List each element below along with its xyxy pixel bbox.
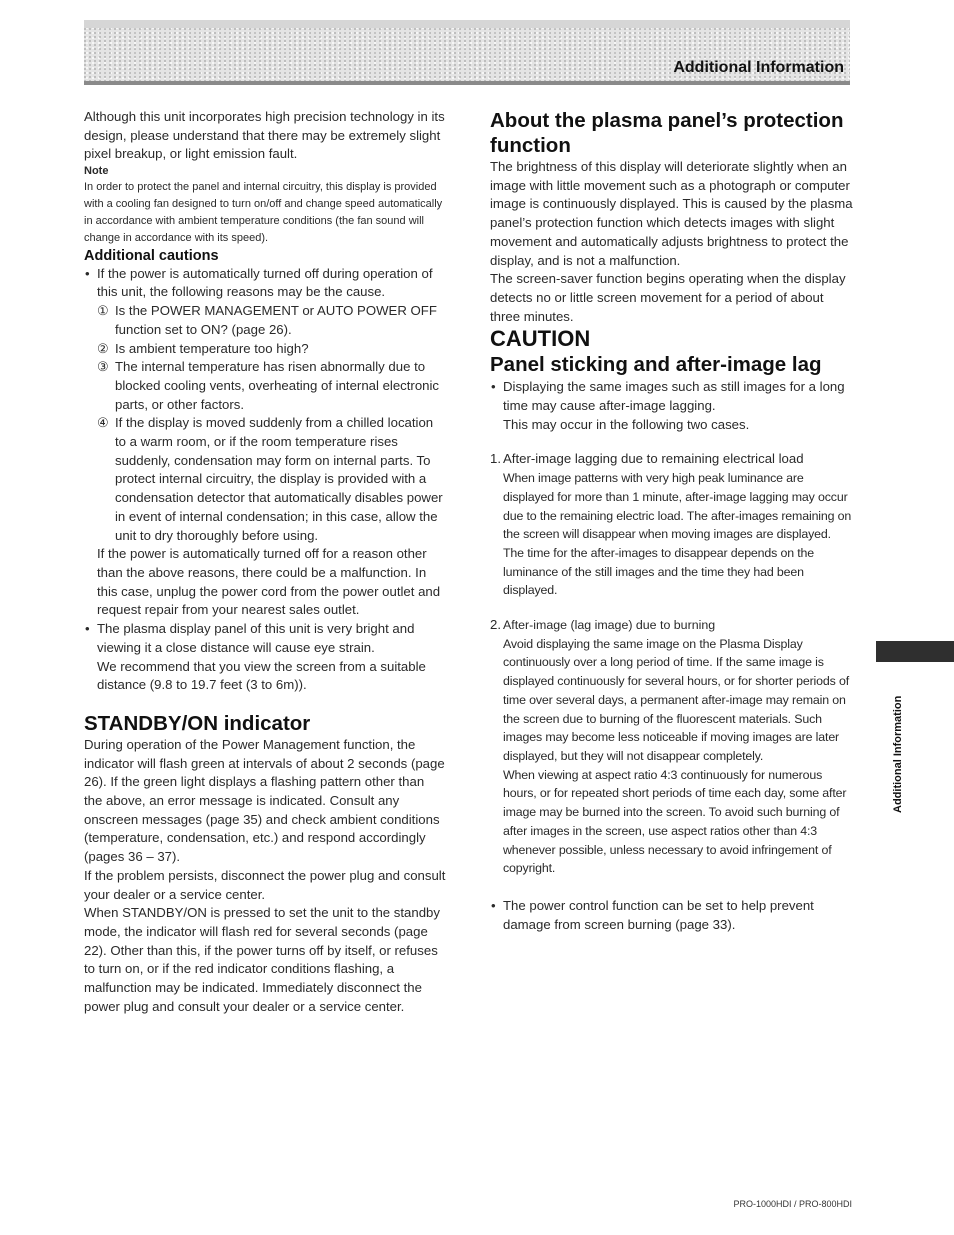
header-band	[84, 20, 850, 85]
protection-paragraph: The screen-saver function begins operating when the display detects no or little screen movement for a period of about three minutes.	[490, 271, 846, 324]
footer-model-number: PRO-1000HDI / PRO-800HDI	[733, 1199, 852, 1209]
reason-text: Is the POWER MANAGEMENT or AUTO POWER OFF function set to ON? (page 26).	[115, 303, 437, 337]
caution-bullet-power-off: • If the power is automatically turned off during operation of this unit, the following reasons may be the cause.	[84, 265, 446, 302]
case-1-marker: 1.	[490, 451, 501, 467]
caution-subheading: Panel sticking and after-image lag	[490, 353, 822, 377]
additional-cautions-heading: Additional cautions	[84, 247, 219, 264]
side-tab-marker	[876, 641, 954, 662]
header-top-rule	[84, 20, 850, 28]
case-1-title-text: After-image lagging due to remaining electrical load	[503, 451, 804, 467]
reason-text: The internal temperature has risen abnormally due to blocked cooling vents, overheating of internal electronic parts, or other factors.	[115, 359, 440, 412]
standby-paragraph: When STANDBY/ON is pressed to set the unit to the standby mode, the indicator will flash red for several seconds (page 22). Other than this, if the power turns off by itself, or refuses to turn on, or if the red indicator conditions flashing, a malfunction may be indicated. Immediately disconnect the power plug and consult your dealer or a service center.	[84, 905, 440, 1014]
caution-bullet-eye-strain: • The plasma display panel of this unit is very bright and viewing it a close distance will cause eye strain.	[84, 620, 446, 657]
standby-heading: STANDBY/ON indicator	[84, 711, 311, 735]
caution-bullet: • Displaying the same images such as still images for a long time may cause after-image lagging.	[490, 378, 854, 415]
section-title: Additional Information	[673, 59, 844, 76]
reason-item	[84, 358, 446, 414]
standby-paragraph: During operation of the Power Management function, the indicator will flash green at intervals of about 2 seconds (page 26). If the green light displays a flashing pattern other than the above, an error message is indicated. Consult any onscreen messages (page 35) and check ambient conditions (temperature, condensation, etc.) and respond accordingly (pages 36 – 37).	[84, 736, 445, 865]
header-bottom-rule	[84, 81, 850, 85]
reason-marker: ②	[97, 340, 109, 356]
case-1-title	[490, 450, 854, 469]
viewing-distance-text: We recommend that you view the screen from a suitable distance (9.8 to 19.7 feet (3 to 6m)).	[97, 658, 426, 693]
power-control-bullet: • The power control function can be set to help prevent damage from screen burning (page 33).	[490, 897, 854, 934]
left-column	[84, 108, 446, 1016]
case-1-body: When image patterns with very high peak luminance are displayed for more than 1 minute, after-image lagging may occur due to the remaining electric load. The after-images remaining on the screen will disappear when moving images are displayed. The time for the after-images to disappear depends on the luminance of the still images and the time they had been displayed.	[503, 471, 852, 598]
protection-heading: About the plasma panel’s protection function	[490, 109, 844, 157]
reason-item	[84, 340, 446, 359]
note-label: Note	[84, 165, 109, 178]
reason-item	[84, 302, 446, 339]
reason-text: Is ambient temperature too high?	[115, 340, 309, 356]
reason-marker: ④	[97, 415, 109, 431]
protection-paragraph: The brightness of this display will deteriorate slightly when an image with little movement such as a photograph or computer image is continuously displayed. This is caused by the plasma panel’s protection function which detects images with slight movement and automatically adjusts brightness to protect the display, and is not a malfunction.	[490, 159, 853, 268]
side-label-text: Additional Information	[892, 695, 904, 813]
caution-heading: CAUTION	[490, 326, 591, 352]
power-off-followup: If the power is automatically turned off for a reason other than the above reasons, there could be a malfunction. In this case, unplug the power cord from the power outlet and request repair from your nearest sales outlet.	[97, 546, 441, 618]
case-2-marker: 2.	[490, 617, 501, 633]
intro-paragraph: Although this unit incorporates high precision technology in its design, please understand that there may be extremely slight pixel breakup, or light emission fault.	[84, 109, 445, 162]
standby-paragraph: If the problem persists, disconnect the power plug and consult your dealer or a service center.	[84, 867, 446, 902]
case-2-title	[490, 616, 854, 635]
note-text: In order to protect the panel and internal circuitry, this display is provided with a cooling fan designed to turn on/off and change speed automatically in accordance with ambient temperature conditions (the fan sound will change in accordance with its speed).	[84, 181, 443, 244]
reason-text: If the display is moved suddenly from a chilled location to a warm room, or if the room temperature rises suddenly, condensation may form on internal parts. To protect internal circuitry, the display is provided with a condensation detector that automatically disables power in event of internal condensation; in this case, allow the unit to dry thoroughly before using.	[115, 415, 443, 543]
reason-marker: ③	[97, 359, 109, 375]
case-2-body: When viewing at aspect ratio 4:3 continuously for numerous hours, or for repeated short periods of time each day, some after image may be burned into the screen. To avoid such burning of after images in the screen, use aspect ratios other than 4:3 whenever possible, unless necessary to avoid infringement of copyright.	[503, 767, 847, 876]
reason-item	[84, 414, 446, 545]
right-column	[490, 108, 854, 934]
case-2-body: Avoid displaying the same image on the Plasma Display continuously over a long period of time. If the same image is displayed continuously for several hours, or for shorter periods of time over several days, a permanent after-image may remain on the screen due to burning of the fluorescent materials. Such images may become less noticeable if moving images are later displayed, but they will not disappear completely.	[503, 636, 850, 763]
caution-bullet-followup: This may occur in the following two cases.	[503, 416, 750, 432]
reason-marker: ①	[97, 303, 109, 319]
case-2-title-text: After-image (lag image) due to burning	[503, 618, 716, 633]
side-section-label	[891, 683, 905, 813]
